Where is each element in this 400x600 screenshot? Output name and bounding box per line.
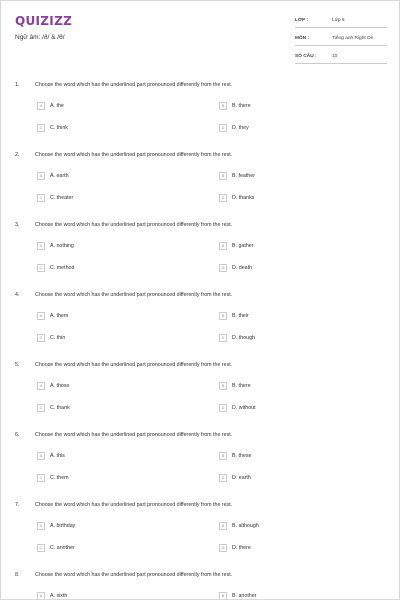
option-text: C. method [50,265,75,271]
option-checkbox: B [219,172,227,180]
question-number: 8. [15,572,20,578]
meta-key: MÔN : [295,35,310,41]
answer-option [37,592,67,600]
option-text: B. although [232,523,259,529]
answer-option [37,404,70,412]
answer-option [37,264,74,272]
option-text: A. nothing [50,243,74,249]
quizizz-logo: QUIZIZZ [15,14,73,28]
question-text: Choose the word which has the underlined part pronounced differently from the rest. [35,432,233,438]
option-text: A. birthday [50,523,76,529]
option-checkbox: D [219,404,227,412]
option-checkbox: B [219,242,227,250]
option-checkbox: C [37,124,45,132]
option-text: A. sixth [50,593,68,599]
question-number: 4. [15,292,20,298]
meta-row-question-count [295,49,387,64]
answer-option [37,312,68,320]
option-text: D. death [232,265,253,271]
question-text: Choose the word which has the underlined part pronounced differently from the rest. [35,222,233,228]
option-text: D. thanks [232,195,255,201]
question-item [1,428,399,498]
question-item [1,148,399,218]
option-text: A. them [50,313,69,319]
answer-option [37,452,65,460]
option-text: C. theater [50,195,74,201]
meta-key: LỚP : [295,17,309,23]
option-text: B. their [232,313,249,319]
answer-option [219,102,251,110]
option-text: C. them [50,475,69,481]
option-checkbox: A [37,522,45,530]
option-checkbox: B [219,312,227,320]
option-text: C. think [50,125,68,131]
question-text: Choose the word which has the underlined part pronounced differently from the rest. [35,82,233,88]
option-checkbox: B [219,592,227,600]
answer-option [219,124,249,132]
question-text: Choose the word which has the underlined part pronounced differently from the rest. [35,502,233,508]
option-text: B. gather [232,243,254,249]
answer-option [219,404,256,412]
answer-option [219,544,251,552]
answer-option [37,382,69,390]
option-checkbox: B [219,452,227,460]
option-checkbox: C [37,264,45,272]
option-checkbox: A [37,592,45,600]
answer-option [219,452,251,460]
question-item [1,218,399,288]
option-text: A. earth [50,173,69,179]
option-text: D. though [232,335,255,341]
question-number: 5. [15,362,20,368]
answer-option [219,242,254,250]
answer-option [219,522,259,530]
option-checkbox: D [219,334,227,342]
question-item [1,288,399,358]
answer-option [219,312,249,320]
option-text: D. without [232,405,256,411]
option-text: C. thank [50,405,70,411]
answer-option [219,194,254,202]
answer-option [37,522,75,530]
option-checkbox: A [37,102,45,110]
option-text: B. there [232,383,251,389]
worksheet-meta [295,13,387,67]
question-item [1,568,399,600]
question-number: 7. [15,502,20,508]
option-text: C. thin [50,335,66,341]
option-checkbox: A [37,242,45,250]
option-checkbox: C [37,544,45,552]
option-text: A. the [50,103,64,109]
option-text: C. another [50,545,75,551]
answer-option [37,334,65,342]
option-text: A. this [50,453,65,459]
answer-option [219,474,251,482]
option-checkbox: C [37,334,45,342]
option-checkbox: B [219,102,227,110]
option-text: D. they [232,125,249,131]
answer-option [219,592,256,600]
option-checkbox: A [37,172,45,180]
answer-option [37,172,69,180]
option-checkbox: A [37,312,45,320]
option-checkbox: D [219,194,227,202]
question-text: Choose the word which has the underlined part pronounced differently from the rest. [35,292,233,298]
option-checkbox: D [219,544,227,552]
option-text: D. there [232,545,251,551]
answer-option [37,194,73,202]
meta-value: Tiếng anh Right On [332,35,374,41]
option-checkbox: B [219,522,227,530]
option-text: D. earth [232,475,251,481]
question-text: Choose the word which has the underlined part pronounced differently from the rest. [35,152,233,158]
option-checkbox: B [219,382,227,390]
option-checkbox: C [37,474,45,482]
option-text: B. there [232,103,251,109]
answer-option [219,334,255,342]
answer-option [219,172,255,180]
question-item [1,498,399,568]
question-item [1,358,399,428]
option-text: B. feather [232,173,255,179]
question-number: 3. [15,222,20,228]
meta-row-subject [295,31,387,46]
option-checkbox: C [37,404,45,412]
option-text: B. these [232,453,252,459]
meta-value: 10 [332,53,338,59]
answer-option [37,124,68,132]
option-checkbox: D [219,474,227,482]
option-checkbox: A [37,452,45,460]
option-checkbox: D [219,124,227,132]
question-number: 2. [15,152,20,158]
answer-option [37,474,69,482]
answer-option [37,102,64,110]
answer-option [37,544,75,552]
meta-key: SỐ CÂU : [295,53,317,59]
option-checkbox: C [37,194,45,202]
question-text: Choose the word which has the underlined part pronounced differently from the rest. [35,362,233,368]
question-list [1,78,399,600]
option-checkbox: D [219,264,227,272]
option-text: A. those [50,383,70,389]
answer-option [37,242,74,250]
answer-option [219,382,251,390]
question-number: 1. [15,82,20,88]
worksheet-title: Ngữ âm: /ð/ & /θ/ [15,34,65,41]
option-checkbox: A [37,382,45,390]
meta-row-class [295,13,387,28]
question-item [1,78,399,148]
option-text: B. another [232,593,257,599]
question-number: 6. [15,432,20,438]
question-text: Choose the word which has the underlined part pronounced differently from the rest. [35,572,233,578]
answer-option [219,264,252,272]
meta-value: Lớp 6 [332,17,345,23]
